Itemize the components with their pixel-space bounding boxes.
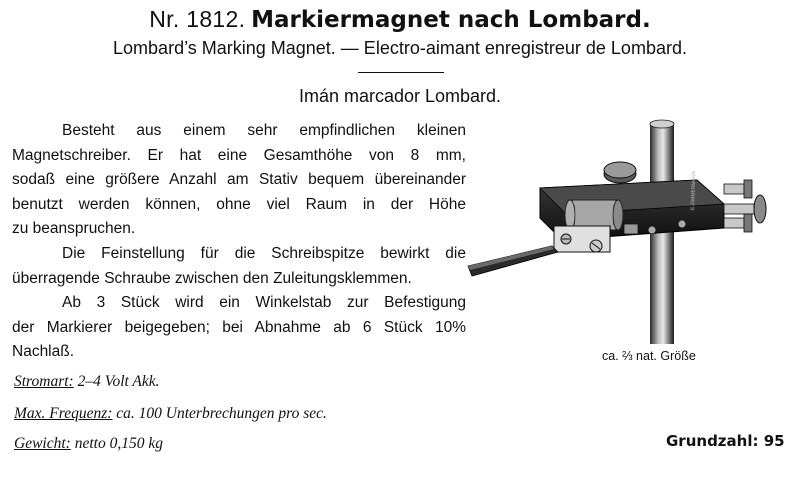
spec-value: ca. 100 Unterbrechungen pro sec. — [116, 405, 327, 422]
paragraph-line: zu beanspruchen. — [12, 220, 136, 238]
svg-text:E.ZIMMERMANN: E.ZIMMERMANN — [690, 170, 698, 211]
spec-weight — [14, 435, 163, 453]
paragraph-line: Besteht aus einem sehr empfindlichen kleinen — [62, 122, 466, 139]
paragraph-line: überragende Schraube zwischen den Zuleitungsklemmen. — [12, 269, 412, 287]
marking-magnet-illustration — [462, 118, 792, 346]
spec-value: 2–4 Volt Akk. — [77, 373, 160, 390]
spec-label: Max. Frequenz: — [14, 405, 113, 422]
paragraph-line: Magnetschreiber. Er hat eine Gesamthöhe von 8 mm, — [12, 146, 466, 164]
divider-rule — [358, 72, 444, 73]
spec-label: Stromart: — [14, 373, 74, 390]
subtitle-spanish: Imán marcador Lombard. — [298, 86, 502, 106]
catalog-number: Nr. 1812. — [149, 6, 246, 32]
paragraph-line: sodaß eine größere Anzahl am Stativ bequem übereinander — [12, 171, 466, 189]
paragraph-line: Ab 3 Stück wird ein Winkelstab zur Befestigung — [62, 294, 466, 311]
spec-max-frequency — [14, 405, 327, 423]
spec-label: Gewicht: — [14, 435, 71, 452]
spec-value: netto 0,150 kg — [74, 435, 163, 452]
paragraph-line: der Markierer beigegeben; bei Abnahme ab 6 Stück 10% — [12, 318, 466, 336]
paragraph-line: benutzt werden können, ohne viel Raum in der Höhe — [12, 195, 466, 213]
spec-current-type — [14, 373, 160, 391]
figure-caption: ca. ⅔ nat. Größe — [602, 349, 696, 363]
subtitle-english-french: Lombard’s Marking Magnet. — Electro-aimant enregistreur de Lombard. — [113, 38, 687, 58]
grundzahl-label: Grundzahl: 95 — [666, 432, 785, 450]
page-title — [0, 6, 800, 33]
paragraph-line: Die Feinstellung für die Schreibspitze bewirkt die — [62, 245, 466, 262]
paragraph-line: Nachlaß. — [12, 343, 75, 361]
product-title: Markiermagnet nach Lombard. — [251, 7, 651, 33]
